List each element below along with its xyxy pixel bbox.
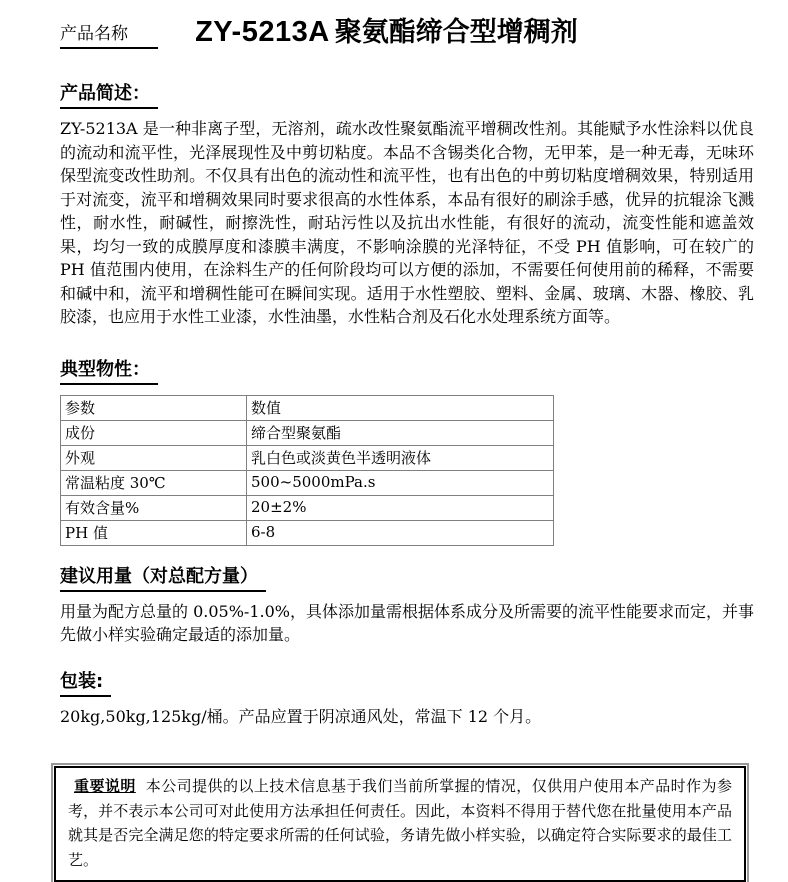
title-row [60,10,754,49]
packaging-heading-text: 包装: [60,667,111,697]
product-name-label: 产品名称 [60,24,158,49]
properties-table-header-row [61,395,554,420]
dosage-heading [60,562,754,592]
packaging-text: 20kg,50kg,125kg/桶。产品应置于阴凉通风处，常温下 12 个月。 [60,706,542,726]
properties-heading-text: 典型物性： [60,355,158,385]
important-notice-box [54,766,746,882]
param-cell: 外观 [61,445,247,470]
param-cell: 成份 [61,420,247,445]
param-cell: 常温粘度 30℃ [61,470,247,495]
value-cell: 缔合型聚氨酯 [247,420,554,445]
properties-table [60,395,554,546]
table-row [61,420,554,445]
properties-heading [60,355,754,385]
product-title: 聚氨酯缔合型增稠剂 [334,17,578,48]
product-code: ZY-5213A [195,16,330,48]
param-header-cell: 参数 [61,395,247,420]
description-heading-text: 产品简述： [60,79,158,109]
product-description: ZY-5213A 是一种非离子型，无溶剂，疏水改性聚氨酯流平增稠改性剂。其能赋予水性涂料以优良的流动和流平性，光泽展现性及中剪切粘度。本品不含锡类化合物，无甲苯，是一种无毒，无味环保型流变改性助剂。不仅具有出色的流动性和流平性，也有出色的中剪切粘度增稠效果，特别适用于对流变，流平和增稠效果同时要求很高的水性体系，本品有很好的刷涂手感，优异的抗辊涂飞溅性，耐水性，耐碱性，耐擦洗性，耐玷污性以及抗出水性能，有很好的流动，流变性能和遮盖效果，均匀一致的成膜厚度和漆膜丰满度，不影响涂膜的光泽特征，不受 PH 值影响，可在较广的 PH 值范围内使用，在涂料生产的任何阶段均可以方便的添加，不需要任何使用前的稀释，不需要和碱中和，流平和增稠性能可在瞬间实现。适用于水性塑胶、塑料、金属、玻璃、木器、橡胶、乳胶漆，也应用于水性工业漆，水性油墨，水性粘合剂及石化水处理系统方面等。 [60,119,754,326]
value-header-cell: 数值 [247,395,554,420]
table-row [61,470,554,495]
description-heading [60,79,754,109]
packaging-heading [60,667,754,697]
table-row [61,520,554,545]
value-cell: 500~5000mPa.s [247,470,554,495]
dosage-heading-text: 建议用量（对总配方量） [60,562,266,592]
notice-paragraph [68,774,732,872]
dosage-text: 用量为配方总量的 0.05%-1.0%，具体添加量需根据体系成分及所需要的流平性能要求而定，并事先做小样实验确定最适的添加量。 [60,601,754,644]
value-cell: 乳白色或淡黄色半透明液体 [247,445,554,470]
table-row [61,445,554,470]
table-row [61,495,554,520]
value-cell: 20±2% [247,495,554,520]
notice-text: 本公司提供的以上技术信息基于我们当前所掌握的情况，仅供用户使用本产品时作为参考，并不表示本公司可对此使用方法承担任何责任。因此，本资料不得用于替代您在批量使用本产品就其是否完全满足您的特定要求所需的任何试验，务请先做小样实验，以确定符合实际要求的最佳工艺。 [68,777,732,869]
param-cell: 有效含量% [61,495,247,520]
notice-label: 重要说明 [74,777,136,795]
param-cell: PH 值 [61,520,247,545]
value-cell: 6-8 [247,520,554,545]
